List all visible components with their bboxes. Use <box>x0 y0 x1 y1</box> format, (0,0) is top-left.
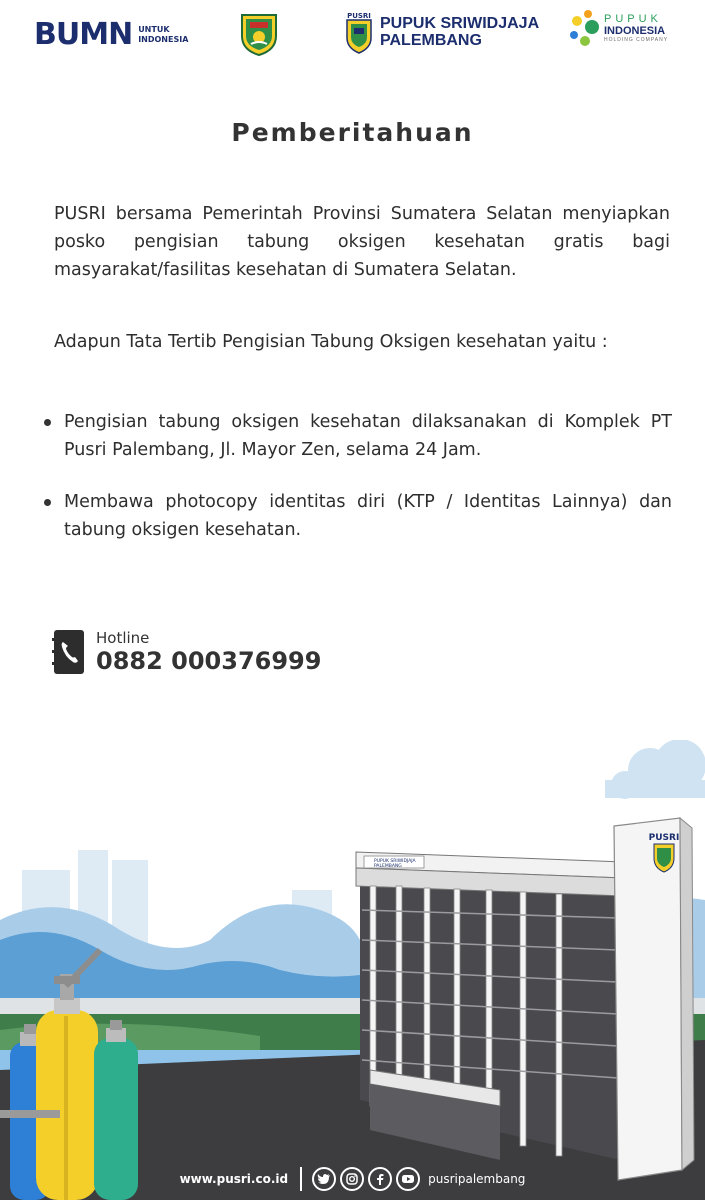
hotline <box>52 628 321 676</box>
phone-icon <box>52 628 86 676</box>
bumn-tagline-1: UNTUK <box>138 25 170 34</box>
instagram-icon[interactable] <box>340 1167 364 1191</box>
pi-line-1: PUPUK <box>604 13 662 25</box>
pi-line-2: INDONESIA <box>604 25 666 37</box>
facebook-icon[interactable] <box>368 1167 392 1191</box>
pupuk-indonesia-dots-icon <box>566 8 602 48</box>
pusri-building <box>356 818 694 1180</box>
page-title: Pemberitahuan <box>231 118 474 147</box>
pi-line-3: HOLDING COMPANY <box>604 37 669 43</box>
pusri-name-line-1: PUPUK SRIWIDJAJA <box>380 15 540 32</box>
rule-item <box>44 408 672 464</box>
bumn-mark: BUMN <box>34 17 133 52</box>
footer <box>0 1158 705 1200</box>
intro-paragraph: PUSRI bersama Pemerintah Provinsi Sumatera Selatan menyiapkan posko pengisian tabung oksigen kesehatan gratis bagi masyarakat/fasilitas kesehatan di Sumatera Selatan. <box>54 204 670 280</box>
building-plate-1: PUPUK SRIWIDJAJA <box>374 859 416 864</box>
twitter-icon[interactable] <box>312 1167 336 1191</box>
bumn-tagline <box>138 25 188 45</box>
sumsel-emblem-icon <box>238 12 280 56</box>
bullet-dot-icon <box>44 499 51 506</box>
bumn-logo <box>34 18 188 52</box>
scene-illustration <box>0 740 705 1200</box>
pusri-logo <box>344 10 539 54</box>
building-plate-2: PALEMBANG <box>374 864 402 869</box>
rule-item <box>44 488 672 544</box>
pusri-shield-icon <box>344 10 374 54</box>
rules-heading: Adapun Tata Tertib Pengisian Tabung Oksigen kesehatan yaitu : <box>54 332 608 352</box>
pupuk-indonesia-text <box>604 13 668 43</box>
footer-divider <box>300 1167 302 1191</box>
bullet-dot-icon <box>44 419 51 426</box>
rules-list <box>44 408 672 568</box>
logo-bar <box>0 0 705 80</box>
pusri-name-line-2: PALEMBANG <box>380 32 482 49</box>
rule-text: Pengisian tabung oksigen kesehatan dilaksanakan di Komplek PT Pusri Palembang, Jl. Mayor Zen, selama 24 Jam. <box>64 412 672 460</box>
hotline-text <box>96 629 321 675</box>
social-handle[interactable]: pusripalembang <box>428 1172 526 1186</box>
youtube-icon[interactable] <box>396 1167 420 1191</box>
pusri-badge-text: PUSRI <box>347 12 371 20</box>
hotline-label: Hotline <box>96 629 150 647</box>
rule-text: Membawa photocopy identitas diri (KTP / Identitas Lainnya) dan tabung oksigen kesehatan. <box>64 492 672 540</box>
pusri-name <box>380 15 539 49</box>
bumn-tagline-2: INDONESIA <box>138 35 189 44</box>
hotline-number[interactable]: 0882 000376999 <box>96 647 322 675</box>
pupuk-indonesia-logo <box>566 8 668 48</box>
building-sign: PUSRI <box>648 833 680 843</box>
website-link[interactable]: www.pusri.co.id <box>179 1172 289 1186</box>
